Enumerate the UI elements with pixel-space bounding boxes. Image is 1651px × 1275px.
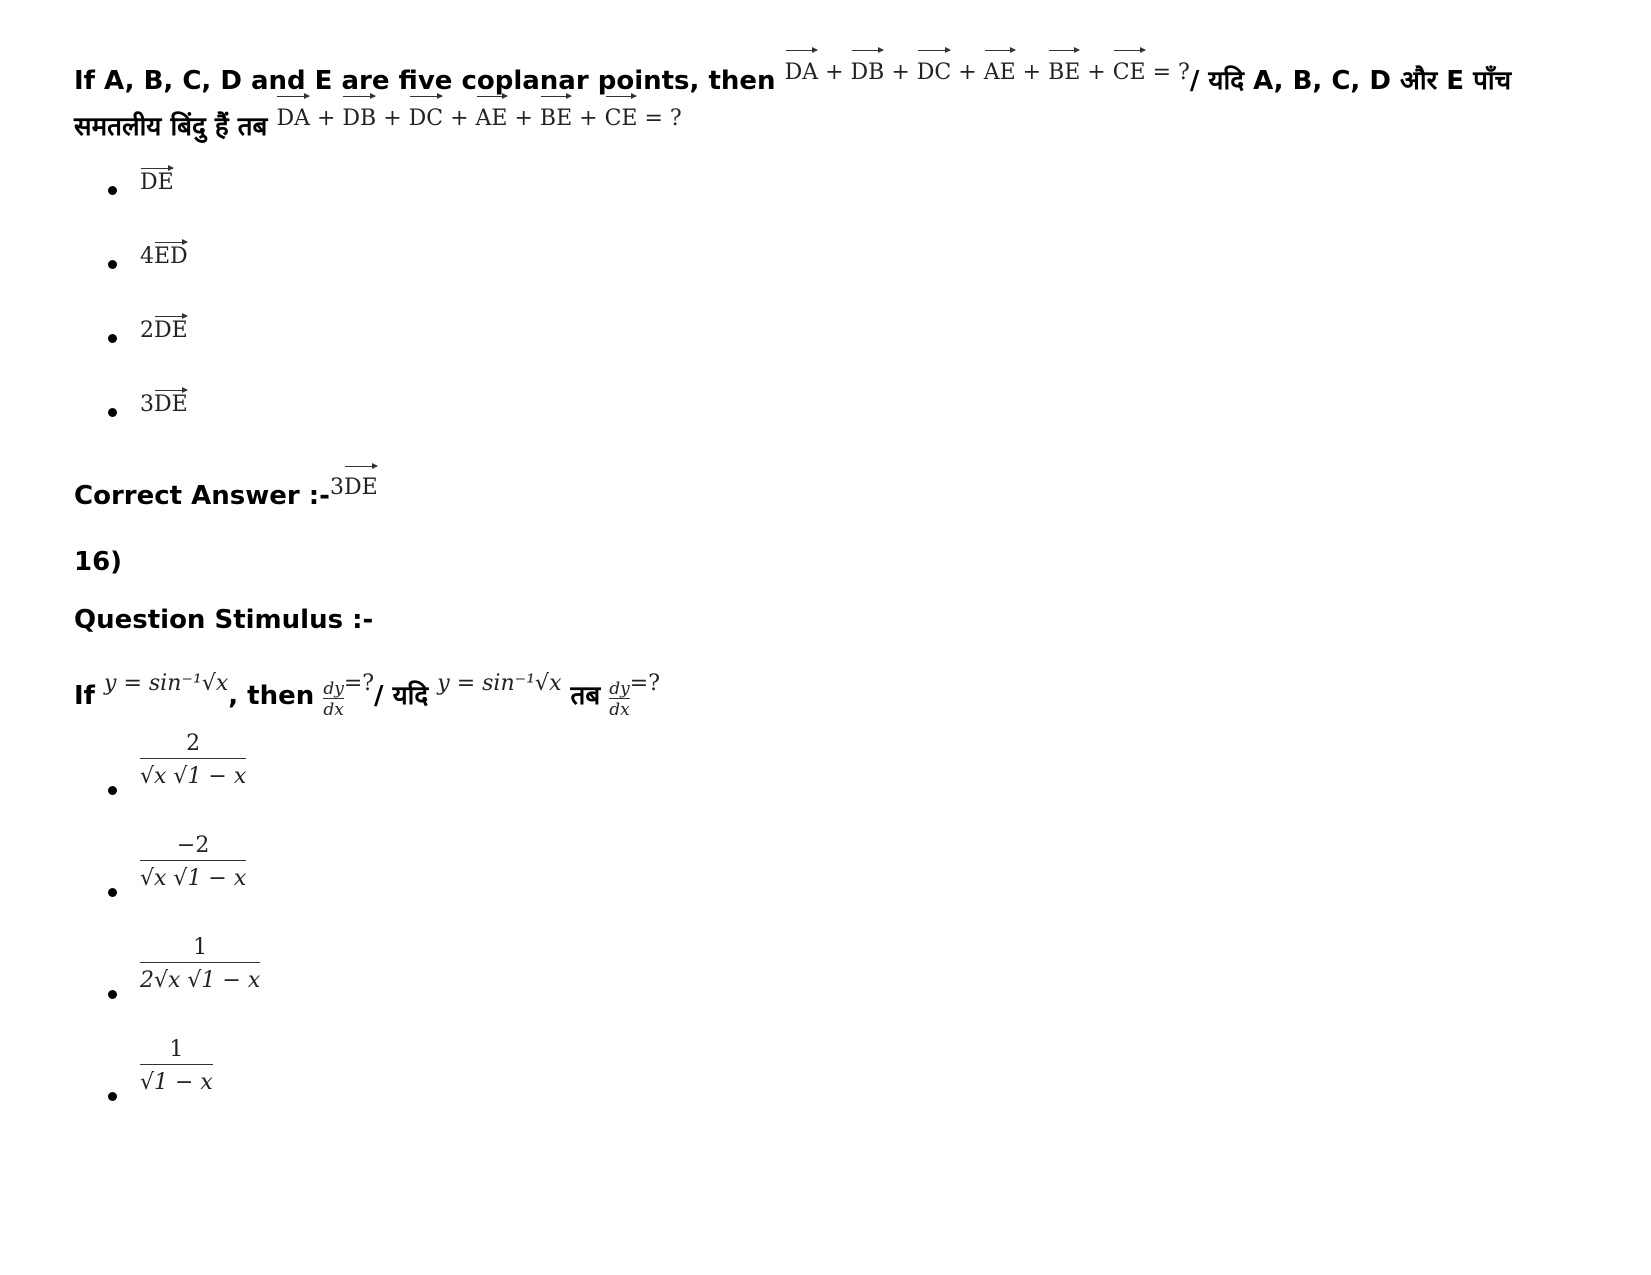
bullet-icon [108,260,117,269]
question-text-hindi-1: / यदि A, B, C, D और E पाँच [1189,66,1512,96]
correct-answer-label: Correct Answer :- [74,481,330,511]
question-15-options [74,164,1574,460]
option-item: $\frac{-2}{√x √1 - x}$ [74,832,1574,934]
bullet-icon [108,186,117,195]
bullet-icon [108,408,117,417]
correct-answer [74,474,1574,518]
vector-expression-bottom: DA + DB + DC + AE + BE + CE = ? [276,106,681,131]
question-stimulus-label: Question Stimulus :- [74,605,374,635]
bullet-icon [108,990,117,999]
option-item: $\frac{2}{√x √1 - x}$ [74,730,1574,832]
question-text-english: If A, B, C, D and E are five coplanar points, then [74,66,785,96]
question-text-hindi-2: समतलीय बिंदु हैं तब [74,112,277,142]
question-16-options [74,730,1574,1138]
vector-expression-top: DA + DB + DC + AE + BE + CE = ? [785,60,1190,85]
bullet-icon [108,888,117,897]
option-item: 3DE [74,386,1574,460]
derivative-fraction-hindi: $\frac{dy}{dx}$ [609,679,630,720]
bullet-icon [108,1092,117,1101]
option-text: DE [154,388,188,417]
y-expression-hindi: y = sin⁻¹√x [437,671,562,696]
option-text: DE [154,314,188,343]
question-page [74,58,1574,1138]
option-item: 4ED [74,238,1574,312]
question-number: 16) [74,547,123,577]
option-item: 2DE [74,312,1574,386]
option-item: $\frac{1}{2√x √1 - x}$ [74,934,1574,1036]
option-text: ED [154,240,188,269]
option-text: DE [140,166,174,195]
correct-answer-value: 3DE [330,475,378,500]
derivative-fraction: $\frac{dy}{dx}$ [323,679,344,720]
question-15-text [74,58,1574,150]
bullet-icon [108,786,117,795]
y-expression: y = sin⁻¹√x [104,671,229,696]
option-item [74,164,1574,238]
question-16-text: If $^{y = sin^{-1}√x}$, then $\frac{dy}{dx}$ =?/ यदि $^{y = sin^{-1}√x}$ तब $\frac{dy}{dx}$ =? [74,671,660,720]
option-item: $\frac{1}{√1 - x}$ [74,1036,1574,1138]
bullet-icon [108,334,117,343]
